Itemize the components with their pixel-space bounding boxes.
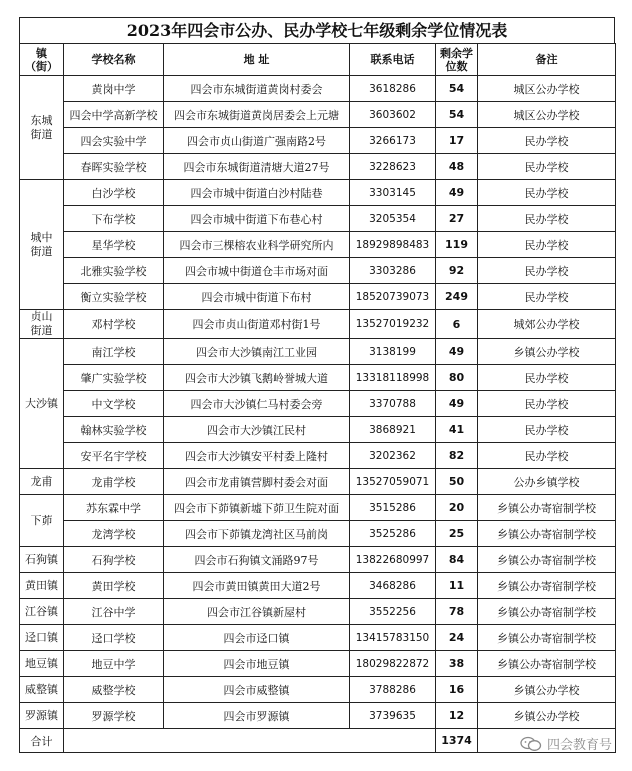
- seats-cell: 49: [436, 391, 478, 417]
- phone-cell: 3525286: [350, 521, 436, 547]
- address-cell: 四会市贞山街道广强南路2号: [164, 128, 350, 154]
- seats-cell: 17: [436, 128, 478, 154]
- town-cell: 迳口镇: [20, 625, 64, 651]
- phone-cell: 13318118998: [350, 365, 436, 391]
- phone-cell: 3370788: [350, 391, 436, 417]
- phone-cell: 13527059071: [350, 469, 436, 495]
- header-seats: 剩余学 位数: [436, 44, 478, 76]
- school-name-cell: 春晖实验学校: [64, 154, 164, 180]
- school-name-cell: 翰林实验学校: [64, 417, 164, 443]
- header-row: [20, 44, 616, 76]
- address-cell: 四会市罗源镇: [164, 703, 350, 729]
- school-name-cell: 四会实验中学: [64, 128, 164, 154]
- town-cell: 地豆镇: [20, 651, 64, 677]
- table-row: [20, 677, 616, 703]
- note-cell: 城郊公办学校: [478, 310, 616, 339]
- table-row: [20, 391, 616, 417]
- note-cell: 民办学校: [478, 206, 616, 232]
- note-cell: 城区公办学校: [478, 76, 616, 102]
- table-row: [20, 469, 616, 495]
- seats-cell: 54: [436, 76, 478, 102]
- school-name-cell: 黄岗中学: [64, 76, 164, 102]
- address-cell: 四会市大沙镇仁马村委会旁: [164, 391, 350, 417]
- school-name-cell: 肇广实验学校: [64, 365, 164, 391]
- table-row: [20, 258, 616, 284]
- phone-cell: 3468286: [350, 573, 436, 599]
- table-row: [20, 495, 616, 521]
- seats-cell: 50: [436, 469, 478, 495]
- address-cell: 四会市地豆镇: [164, 651, 350, 677]
- table-row: [20, 232, 616, 258]
- seats-cell: 84: [436, 547, 478, 573]
- address-cell: 四会市城中街道下布村: [164, 284, 350, 310]
- address-cell: 四会市龙甫镇营脚村委会对面: [164, 469, 350, 495]
- school-name-cell: 威整学校: [64, 677, 164, 703]
- note-cell: 民办学校: [478, 258, 616, 284]
- address-cell: 四会市城中街道白沙村陆巷: [164, 180, 350, 206]
- phone-cell: 3266173: [350, 128, 436, 154]
- seats-cell: 48: [436, 154, 478, 180]
- note-cell: 民办学校: [478, 365, 616, 391]
- address-cell: 四会市东城街道黄岗村委会: [164, 76, 350, 102]
- note-cell: 乡镇公办学校: [478, 339, 616, 365]
- seats-cell: 249: [436, 284, 478, 310]
- header-note: 备注: [478, 44, 616, 76]
- header-town: 镇 （街）: [20, 44, 64, 76]
- total-seats: 1374: [436, 729, 478, 753]
- table-row: [20, 521, 616, 547]
- address-cell: 四会市东城街道黄岗居委会上元塘: [164, 102, 350, 128]
- note-cell: 民办学校: [478, 391, 616, 417]
- note-cell: 民办学校: [478, 443, 616, 469]
- school-name-cell: 江谷中学: [64, 599, 164, 625]
- seats-cell: 54: [436, 102, 478, 128]
- note-cell: 乡镇公办寄宿制学校: [478, 547, 616, 573]
- town-cell: 黄田镇: [20, 573, 64, 599]
- school-name-cell: 地豆中学: [64, 651, 164, 677]
- table-row: [20, 128, 616, 154]
- phone-cell: 3868921: [350, 417, 436, 443]
- phone-cell: 3552256: [350, 599, 436, 625]
- seats-cell: 6: [436, 310, 478, 339]
- note-cell: 民办学校: [478, 128, 616, 154]
- phone-cell: 18520739073: [350, 284, 436, 310]
- note-cell: 乡镇公办学校: [478, 677, 616, 703]
- seat-table: [19, 43, 616, 753]
- table-row: [20, 703, 616, 729]
- school-name-cell: 龙湾学校: [64, 521, 164, 547]
- school-name-cell: 石狗学校: [64, 547, 164, 573]
- address-cell: 四会市三棵榕农业科学研究所内: [164, 232, 350, 258]
- school-name-cell: 黄田学校: [64, 573, 164, 599]
- school-name-cell: 邓村学校: [64, 310, 164, 339]
- town-cell: 罗源镇: [20, 703, 64, 729]
- address-cell: 四会市下茆镇新墟下茆卫生院对面: [164, 495, 350, 521]
- seats-cell: 25: [436, 521, 478, 547]
- seats-cell: 119: [436, 232, 478, 258]
- town-cell: 下茆: [20, 495, 64, 547]
- address-cell: 四会市江谷镇新屋村: [164, 599, 350, 625]
- address-cell: 四会市大沙镇南江工业园: [164, 339, 350, 365]
- table-row: [20, 547, 616, 573]
- table-row: [20, 180, 616, 206]
- phone-cell: 3138199: [350, 339, 436, 365]
- note-cell: 乡镇公办寄宿制学校: [478, 495, 616, 521]
- phone-cell: 18029822872: [350, 651, 436, 677]
- note-cell: 乡镇公办寄宿制学校: [478, 599, 616, 625]
- table-row: [20, 573, 616, 599]
- address-cell: 四会市迳口镇: [164, 625, 350, 651]
- table-body: [20, 76, 616, 753]
- phone-cell: 3603602: [350, 102, 436, 128]
- phone-cell: 3228623: [350, 154, 436, 180]
- note-cell: 乡镇公办寄宿制学校: [478, 625, 616, 651]
- address-cell: 四会市威整镇: [164, 677, 350, 703]
- phone-cell: 3788286: [350, 677, 436, 703]
- table-row: [20, 339, 616, 365]
- town-cell: 城中 街道: [20, 180, 64, 310]
- phone-cell: 13822680997: [350, 547, 436, 573]
- note-cell: 民办学校: [478, 417, 616, 443]
- seats-cell: 80: [436, 365, 478, 391]
- town-cell: 石狗镇: [20, 547, 64, 573]
- note-cell: 民办学校: [478, 154, 616, 180]
- wechat-chat-icon: [520, 736, 542, 752]
- address-cell: 四会市石狗镇文涌路97号: [164, 547, 350, 573]
- note-cell: 乡镇公办寄宿制学校: [478, 573, 616, 599]
- seats-cell: 12: [436, 703, 478, 729]
- address-cell: 四会市城中街道下布巷心村: [164, 206, 350, 232]
- seats-cell: 16: [436, 677, 478, 703]
- note-cell: 乡镇公办寄宿制学校: [478, 651, 616, 677]
- seats-cell: 82: [436, 443, 478, 469]
- phone-cell: 3618286: [350, 76, 436, 102]
- seats-cell: 41: [436, 417, 478, 443]
- table-row: [20, 599, 616, 625]
- seats-cell: 38: [436, 651, 478, 677]
- note-cell: 民办学校: [478, 284, 616, 310]
- school-name-cell: 星华学校: [64, 232, 164, 258]
- phone-cell: 3739635: [350, 703, 436, 729]
- town-cell: 江谷镇: [20, 599, 64, 625]
- phone-cell: 3205354: [350, 206, 436, 232]
- seats-cell: 24: [436, 625, 478, 651]
- header-address: 地 址: [164, 44, 350, 76]
- table-row: [20, 102, 616, 128]
- school-name-cell: 迳口学校: [64, 625, 164, 651]
- phone-cell: 3303145: [350, 180, 436, 206]
- seats-cell: 49: [436, 339, 478, 365]
- school-name-cell: 南江学校: [64, 339, 164, 365]
- table-title: 2023年四会市公办、民办学校七年级剩余学位情况表: [19, 17, 615, 43]
- total-label: 合计: [20, 729, 64, 753]
- town-cell: 贞山 街道: [20, 310, 64, 339]
- table-row: [20, 284, 616, 310]
- phone-cell: 13415783150: [350, 625, 436, 651]
- table-row: [20, 417, 616, 443]
- school-name-cell: 中文学校: [64, 391, 164, 417]
- note-cell: 公办乡镇学校: [478, 469, 616, 495]
- address-cell: 四会市城中街道仓丰市场对面: [164, 258, 350, 284]
- seat-table-sheet: [19, 17, 615, 753]
- school-name-cell: 白沙学校: [64, 180, 164, 206]
- seats-cell: 49: [436, 180, 478, 206]
- seats-cell: 78: [436, 599, 478, 625]
- town-cell: 龙甫: [20, 469, 64, 495]
- school-name-cell: 罗源学校: [64, 703, 164, 729]
- phone-cell: 3202362: [350, 443, 436, 469]
- note-cell: 民办学校: [478, 180, 616, 206]
- seats-cell: 92: [436, 258, 478, 284]
- town-cell: 东城 街道: [20, 76, 64, 180]
- note-cell: 乡镇公办寄宿制学校: [478, 521, 616, 547]
- address-cell: 四会市大沙镇安平村委上隆村: [164, 443, 350, 469]
- note-cell: 民办学校: [478, 232, 616, 258]
- phone-cell: 13527019232: [350, 310, 436, 339]
- table-row: [20, 625, 616, 651]
- table-row: [20, 365, 616, 391]
- address-cell: 四会市下茆镇龙湾社区马前岗: [164, 521, 350, 547]
- phone-cell: 3303286: [350, 258, 436, 284]
- address-cell: 四会市东城街道清塘大道27号: [164, 154, 350, 180]
- school-name-cell: 苏东霖中学: [64, 495, 164, 521]
- seats-cell: 20: [436, 495, 478, 521]
- school-name-cell: 衡立实验学校: [64, 284, 164, 310]
- table-row: [20, 76, 616, 102]
- note-cell: 乡镇公办学校: [478, 703, 616, 729]
- seats-cell: 27: [436, 206, 478, 232]
- school-name-cell: 四会中学高新学校: [64, 102, 164, 128]
- address-cell: 四会市大沙镇飞鹅岭誉城大道: [164, 365, 350, 391]
- address-cell: 四会市大沙镇江民村: [164, 417, 350, 443]
- header-phone: 联系电话: [350, 44, 436, 76]
- town-cell: 大沙镇: [20, 339, 64, 469]
- address-cell: 四会市黄田镇黄田大道2号: [164, 573, 350, 599]
- watermark-text: 四会教育号: [546, 738, 612, 753]
- school-name-cell: 龙甫学校: [64, 469, 164, 495]
- table-row: [20, 310, 616, 339]
- table-row: [20, 651, 616, 677]
- phone-cell: 3515286: [350, 495, 436, 521]
- phone-cell: 18929898483: [350, 232, 436, 258]
- school-name-cell: 北雅实验学校: [64, 258, 164, 284]
- table-row: [20, 206, 616, 232]
- school-name-cell: 安平名宇学校: [64, 443, 164, 469]
- seats-cell: 11: [436, 573, 478, 599]
- header-school: 学校名称: [64, 44, 164, 76]
- table-row: [20, 154, 616, 180]
- total-blank-cell: [64, 729, 436, 753]
- table-row: [20, 443, 616, 469]
- address-cell: 四会市贞山街道邓村街1号: [164, 310, 350, 339]
- note-cell: 城区公办学校: [478, 102, 616, 128]
- school-name-cell: 下布学校: [64, 206, 164, 232]
- watermark: [520, 734, 612, 753]
- town-cell: 威整镇: [20, 677, 64, 703]
